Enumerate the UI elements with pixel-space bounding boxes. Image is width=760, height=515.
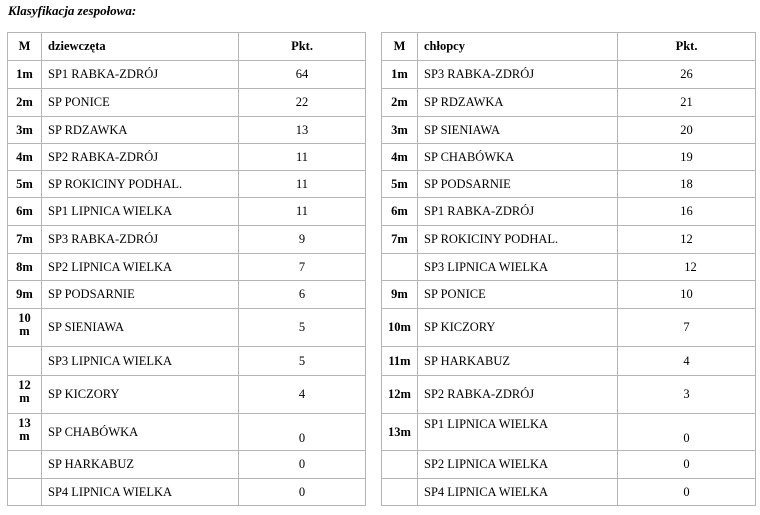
table-row: [382, 89, 756, 117]
table-row: [382, 117, 756, 144]
team-cell: SP3 RABKA-ZDRÓJ: [418, 61, 618, 89]
header-team: dziewczęta: [42, 33, 239, 61]
place-cell: [382, 479, 418, 506]
place-cell: [8, 479, 42, 506]
points-cell: 3: [618, 376, 756, 414]
table-row: [8, 281, 366, 309]
points-cell: 5: [239, 309, 366, 347]
table-row: [8, 117, 366, 144]
table-row: [8, 198, 366, 226]
team-cell: SP ROKICINY PODHAL.: [42, 171, 239, 198]
points-cell: 16: [618, 198, 756, 226]
place-cell: 2m: [382, 89, 418, 117]
team-cell: SP2 RABKA-ZDRÓJ: [418, 376, 618, 414]
points-cell: 0: [618, 451, 756, 479]
team-cell: SP PONICE: [418, 281, 618, 309]
table-row: [382, 451, 756, 479]
table-row: [382, 479, 756, 506]
points-cell: 0: [239, 479, 366, 506]
girls-ranking-table: [7, 32, 366, 506]
points-cell: 12: [618, 254, 756, 281]
table-row: [8, 171, 366, 198]
points-cell: 11: [239, 171, 366, 198]
table-row: [8, 89, 366, 117]
place-cell: 7m: [382, 226, 418, 254]
points-cell: 9: [239, 226, 366, 254]
table-header-row: [8, 33, 366, 61]
team-cell: SP ROKICINY PODHAL.: [418, 226, 618, 254]
points-cell: 19: [618, 144, 756, 171]
place-cell: 10 m: [8, 309, 42, 347]
table-row: [382, 226, 756, 254]
points-cell: 12: [618, 226, 756, 254]
place-cell: 5m: [382, 171, 418, 198]
place-cell: 4m: [382, 144, 418, 171]
place-cell: 10m: [382, 309, 418, 347]
table-row: [8, 414, 366, 451]
place-cell: 2m: [8, 89, 42, 117]
table-row: [8, 226, 366, 254]
team-cell: SP KICZORY: [42, 376, 239, 414]
header-place: M: [8, 33, 42, 61]
place-cell: 1m: [382, 61, 418, 89]
table-row: [382, 198, 756, 226]
header-team: chłopcy: [418, 33, 618, 61]
team-cell: SP PODSARNIE: [42, 281, 239, 309]
table-row: [382, 347, 756, 376]
table-row: [382, 254, 756, 281]
team-cell: SP RDZAWKA: [418, 89, 618, 117]
points-cell: 4: [239, 376, 366, 414]
place-cell: 3m: [382, 117, 418, 144]
points-cell: 4: [618, 347, 756, 376]
points-cell: 0: [618, 479, 756, 506]
points-cell: 22: [239, 89, 366, 117]
points-cell: 7: [239, 254, 366, 281]
points-cell: 0: [618, 414, 756, 451]
place-cell: 6m: [382, 198, 418, 226]
points-cell: 6: [239, 281, 366, 309]
place-cell: 13m: [382, 414, 418, 451]
team-cell: SP1 RABKA-ZDRÓJ: [418, 198, 618, 226]
team-cell: SP HARKABUZ: [42, 451, 239, 479]
place-cell: 13 m: [8, 414, 42, 451]
place-cell: [8, 347, 42, 376]
table-row: [382, 414, 756, 451]
table-row: [382, 376, 756, 414]
team-cell: SP KICZORY: [418, 309, 618, 347]
team-cell: SP1 LIPNICA WIELKA: [418, 414, 618, 451]
points-cell: 64: [239, 61, 366, 89]
table-row: [8, 254, 366, 281]
team-cell: SP PONICE: [42, 89, 239, 117]
team-cell: SP RDZAWKA: [42, 117, 239, 144]
team-cell: SP2 LIPNICA WIELKA: [418, 451, 618, 479]
points-cell: 5: [239, 347, 366, 376]
team-cell: SP PODSARNIE: [418, 171, 618, 198]
place-cell: 8m: [8, 254, 42, 281]
points-cell: 13: [239, 117, 366, 144]
place-cell: 12 m: [8, 376, 42, 414]
table-header-row: [382, 33, 756, 61]
points-cell: 0: [239, 451, 366, 479]
table-row: [8, 479, 366, 506]
points-cell: 0: [239, 414, 366, 451]
points-cell: 18: [618, 171, 756, 198]
place-cell: 5m: [8, 171, 42, 198]
points-cell: 7: [618, 309, 756, 347]
table-row: [8, 309, 366, 347]
table-row: [8, 144, 366, 171]
team-cell: SP HARKABUZ: [418, 347, 618, 376]
points-cell: 20: [618, 117, 756, 144]
place-cell: 11m: [382, 347, 418, 376]
table-row: [382, 309, 756, 347]
team-cell: SP3 RABKA-ZDRÓJ: [42, 226, 239, 254]
team-cell: SP SIENIAWA: [418, 117, 618, 144]
team-cell: SP SIENIAWA: [42, 309, 239, 347]
place-cell: 6m: [8, 198, 42, 226]
team-cell: SP4 LIPNICA WIELKA: [42, 479, 239, 506]
header-points: Pkt.: [239, 33, 366, 61]
place-cell: 7m: [8, 226, 42, 254]
points-cell: 26: [618, 61, 756, 89]
place-cell: [382, 254, 418, 281]
team-cell: SP1 LIPNICA WIELKA: [42, 198, 239, 226]
team-cell: SP CHABÓWKA: [42, 414, 239, 451]
place-cell: 9m: [382, 281, 418, 309]
team-cell: SP CHABÓWKA: [418, 144, 618, 171]
team-cell: SP4 LIPNICA WIELKA: [418, 479, 618, 506]
boys-ranking-table: [381, 32, 756, 506]
team-cell: SP1 RABKA-ZDRÓJ: [42, 61, 239, 89]
header-points: Pkt.: [618, 33, 756, 61]
points-cell: 10: [618, 281, 756, 309]
points-cell: 11: [239, 144, 366, 171]
place-cell: 9m: [8, 281, 42, 309]
header-place: M: [382, 33, 418, 61]
place-cell: [382, 451, 418, 479]
team-cell: SP3 LIPNICA WIELKA: [418, 254, 618, 281]
points-cell: 21: [618, 89, 756, 117]
place-cell: 3m: [8, 117, 42, 144]
table-row: [8, 347, 366, 376]
place-cell: [8, 451, 42, 479]
table-row: [8, 451, 366, 479]
place-cell: 1m: [8, 61, 42, 89]
table-row: [382, 171, 756, 198]
team-cell: SP3 LIPNICA WIELKA: [42, 347, 239, 376]
place-cell: 4m: [8, 144, 42, 171]
table-row: [382, 61, 756, 89]
team-cell: SP2 LIPNICA WIELKA: [42, 254, 239, 281]
place-cell: 12m: [382, 376, 418, 414]
team-cell: SP2 RABKA-ZDRÓJ: [42, 144, 239, 171]
points-cell: 11: [239, 198, 366, 226]
page-heading: Klasyfikacja zespołowa:: [8, 3, 137, 18]
table-row: [8, 376, 366, 414]
table-row: [8, 61, 366, 89]
table-row: [382, 281, 756, 309]
table-row: [382, 144, 756, 171]
